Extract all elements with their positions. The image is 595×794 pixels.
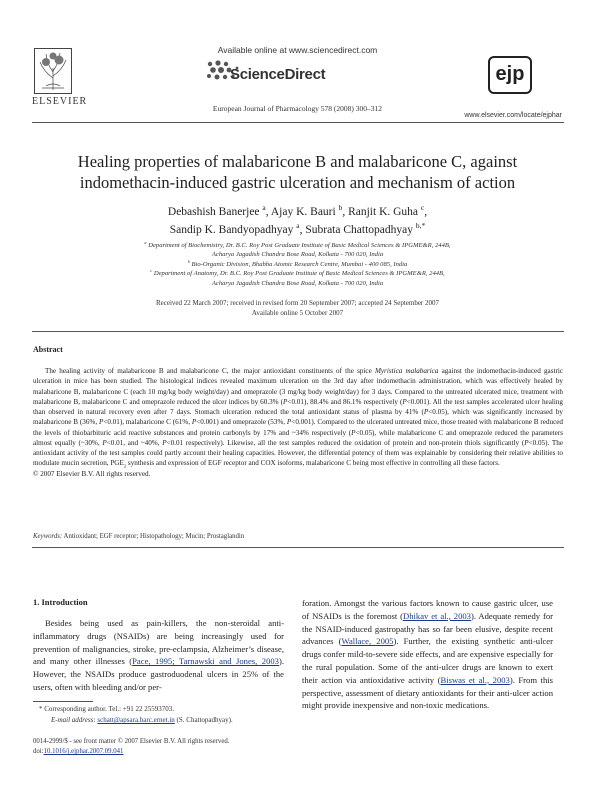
abstract-heading: Abstract xyxy=(33,345,63,354)
author-name: Ajay K. Bauri xyxy=(270,206,336,218)
received-dates: Received 22 March 2007; received in revised form 20 September 2007; accepted 24 September 2007 xyxy=(155,299,440,307)
author-name: Ranjit K. Guha xyxy=(348,206,419,218)
copyright-line: © 2007 Elsevier B.V. All rights reserved. xyxy=(33,469,151,478)
author-affiliation-mark: b xyxy=(338,203,343,213)
affiliation-a: Department of Biochemistry, Dr. B.C. Roy Post Graduate Institute of Basic Medical Sciences & IPGME&R, 244B, xyxy=(148,242,451,249)
article-title xyxy=(0,151,595,193)
doi-link[interactable]: 10.1016/j.ejphar.2007.09.041 xyxy=(43,748,124,755)
author-name: Subrata Chattopadhyay xyxy=(305,224,413,236)
ejp-logo xyxy=(488,56,532,94)
journal-url[interactable]: www.elsevier.com/locate/ejphar xyxy=(464,112,562,119)
affiliation-mark: a xyxy=(144,239,147,245)
publisher-name: ELSEVIER xyxy=(32,96,88,107)
author-affiliation-mark: b,* xyxy=(415,221,426,231)
intro-right-column: foration. Amongst the various factors known to cause gastric ulcer, use of NSAIDs is the foremost (Dhikav et al., 2003). Adequate remedy for the NSAID-induced gastropathy has so far been elusive, despite recent advances (Wallace, 2005). Further, the existing synthetic anti-ulcer drugs confer mild-to-severe side effects, and are expensive especially for the rural population. Some of the anti-ulcer drugs are known to exert their action via antioxidative activity (Biswas et al., 2003). From this perspective, assessment of dietary antioxidants for their anti-ulcer action might provide inexpensive and non-toxic medications. xyxy=(302,598,553,711)
article-title-line-1: Healing properties of malabaricone B and malabaricone C, against xyxy=(77,152,518,171)
email-label: E-mail address: xyxy=(51,716,96,724)
affiliation-c: Department of Anatomy, Dr. B.C. Roy Post Graduate Institute of Basic Medical Sciences & IPGME&R, 244B, xyxy=(153,270,445,278)
online-date: Available online 5 October 2007 xyxy=(251,308,344,317)
ejp-logo-text: ejp xyxy=(495,63,525,85)
author-affiliation-mark: c xyxy=(420,203,425,213)
affiliation-c-line-2: Acharya Jagadish Chandra Bose Road, Kolkata - 700 020, India xyxy=(211,279,384,287)
affiliation-mark: b xyxy=(187,258,190,264)
keywords-label: Keywords: xyxy=(33,533,63,540)
footnote: * Corresponding author. Tel.: +91 22 25593703. E-mail address: schatt@apsara.barc.ernet.in (S. Chattopadhyay). xyxy=(33,704,233,726)
keywords xyxy=(33,533,244,540)
author-affiliation-mark: a xyxy=(296,221,300,231)
citation-link[interactable]: Wallace, 2005 xyxy=(341,636,394,647)
affiliations xyxy=(60,241,535,288)
abstract-body: The healing activity of malabaricone B and malabaricone C, the major antioxidant constituents of the spice Myristica malabarica against the indomethacin-induced gastric ulceration in mice has been studied. The histological indices revealed maximum ulceration on the 3rd day after indomethacin administration, which was effectively healed by malabaricone B, malabaricone C (each 10 mg/kg body weight/day) and omeprazole (3 mg/kg body weight/day) for 3 days. Compared to the untreated ulcerated mice, treatment with malabaricone B, malabaricone C and omeprazole reduced the ulcer indices by 60.3% (P<0.01), 88.4% and 86.1% respectively (P<0.001). All the test samples accelerated ulcer healing than observed in natural recovery even after 7 days. Stomach ulceration reduced the total antioxidant status of plasma by 41% (P<0.05), which was significantly increased by malabaricone B (36%, P<0.01), malabaricone C (61%, P<0.001) and omeprazole (53%, P<0.001). Compared to the ulcerated untreated mice, those treated with malabaricone B reduced the levels of thiobarbituric acid reactive substances and protein carbonyls by 17% and ~34% respectively (P<0.05), while malabaricone C and omeprazole reduced the parameters almost equally (~30%, P<0.01, and ~40%, P<0.01 respectively). Likewise, all the test samples reduced the oxidation of protein and non-protein thiols significantly (P<0.05). The antioxidant activity of the test samples could partly account their healing capacities. However, the differential potency of them was explainable by considering their relative abilities to modulate mucin secretion, $PGE_2$ synthesis and expression of EGF receptor and COX isoforms, malabaricone C being most effective in controlling all these factors. © 2007 Elsevier B.V. All rights reserved. xyxy=(33,367,563,478)
citation-link[interactable]: Dhikav et al., 2003 xyxy=(403,610,471,621)
abstract-top-rule xyxy=(32,331,564,332)
header-rule xyxy=(32,122,564,123)
intro-left-column: Besides being used as pain-killers, the non-steroidal anti-inflammatory drugs (NSAIDs) are being increasingly used for prevention of malignancies, stroke, pre-eclampsia, Alzheimer’s disease, and many other illnesses (Pace, 1995; Tarnawski and Jones, 2003). However, the NSAIDs produce gastroduodenal ulcers in 25% of the users, often with bleeding and/or per- xyxy=(33,618,284,692)
author-list: Debashish Banerjee $^a$, Ajay K. Bauri $^b$, Ranjit K. Guha $^c$, Sandip K. Bandyopadhyay $^a$, Subrata Chattopadhyay $^{b,*}$ xyxy=(167,203,428,236)
journal-reference: European Journal of Pharmacology 578 (2008) 300–312 xyxy=(212,104,383,113)
corresponding-author: * Corresponding author. Tel.: +91 22 25593703. xyxy=(39,705,174,713)
affiliation-mark: c xyxy=(150,268,153,274)
abstract-bottom-rule xyxy=(32,547,564,548)
keywords-text: Antioxidant; EGF receptor; Histopathology; Mucin; Prostaglandin xyxy=(63,533,245,540)
author-name: Debashish Banerjee xyxy=(167,206,260,218)
article-dates xyxy=(0,299,595,318)
author-name: Sandip K. Bandyopadhyay xyxy=(169,224,294,236)
citation-link[interactable]: Biswas et al., 2003 xyxy=(440,674,510,685)
species-name: Myristica malabarica xyxy=(374,367,439,375)
affiliation-a-line-2: Acharya Jagadish Chandra Bose Road, Kolkata - 700 020, India xyxy=(211,251,384,259)
affiliation-b: Bio-Organic Division, Bhabha Atomic Research Centre, Mumbai - 400 085, India xyxy=(191,260,408,268)
email-link[interactable]: schatt@apsara.barc.ernet.in xyxy=(97,716,175,724)
sciencedirect-logo-text: ScienceDirect xyxy=(230,66,326,83)
section-heading-introduction: 1. Introduction xyxy=(33,597,88,607)
citation-link[interactable]: Pace, 1995; Tarnawski and Jones, 2003 xyxy=(132,656,279,667)
author-affiliation-mark: a xyxy=(262,203,266,213)
footnote-rule xyxy=(33,701,93,702)
footer-issn: 0014-2999/$ - see front matter © 2007 Elsevier B.V. All rights reserved. doi:10.1016/j.ejphar.2007.09.041 xyxy=(33,738,230,755)
elsevier-tree-logo-icon xyxy=(34,48,72,94)
article-title-line-2: indomethacin-induced gastric ulceration and mechanism of action xyxy=(79,173,516,192)
available-online: Available online at www.sciencedirect.com xyxy=(217,45,378,55)
